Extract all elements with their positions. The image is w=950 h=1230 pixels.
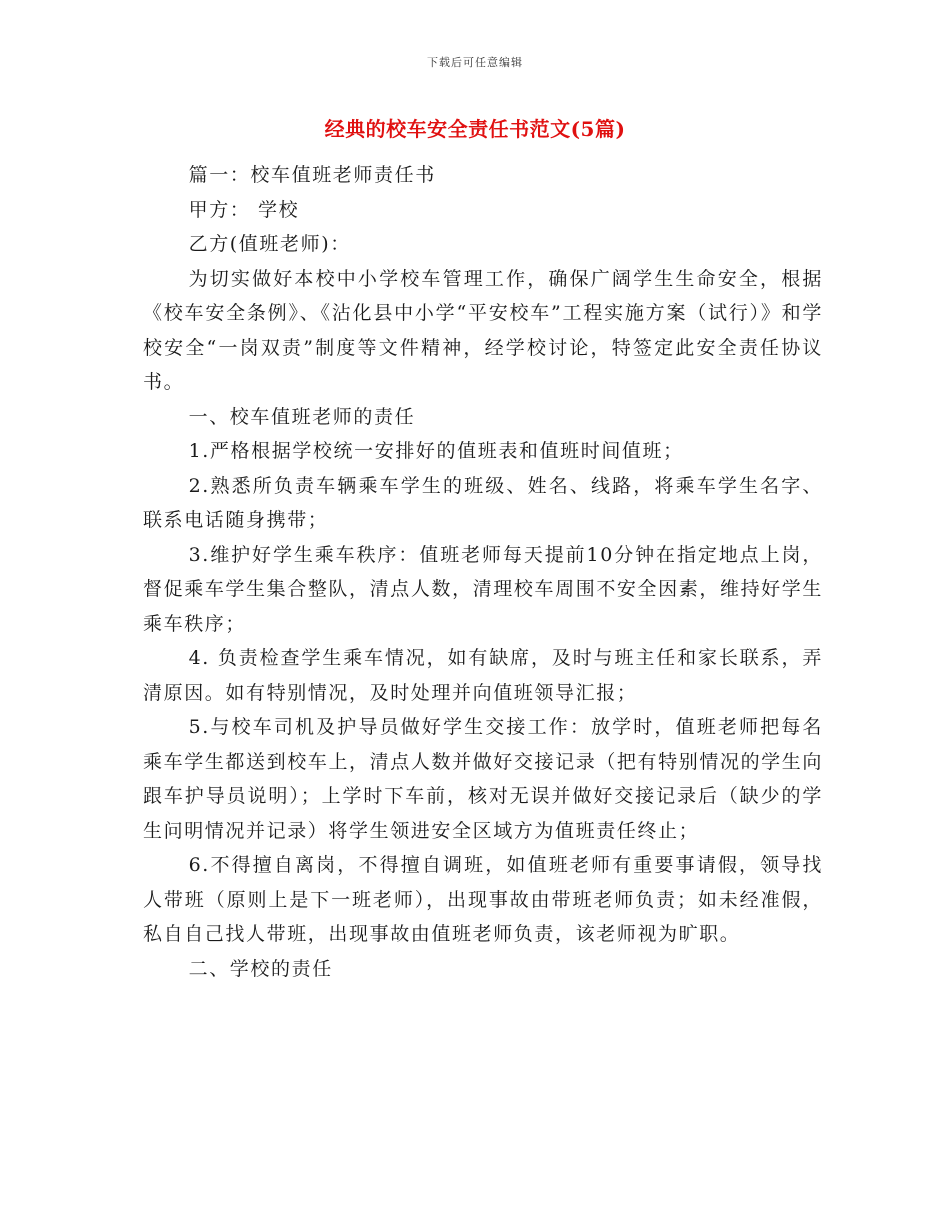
- header-note: 下载后可任意编辑: [427, 56, 523, 69]
- paragraph-section-title: 篇一：校车值班老师责任书: [188, 164, 436, 186]
- paragraph-heading-school-duties: 二、学校的责任: [188, 957, 333, 980]
- paragraph-heading-teacher-duties: 一、校车值班老师的责任: [188, 405, 416, 428]
- paragraph-item-2: 2.熟悉所负责车辆乘车学生的班级、姓名、线路，将乘车学生名字、联系电话随身携带；: [143, 474, 823, 531]
- paragraph-party-b: 乙方(值班老师)：: [188, 233, 351, 255]
- document-body: [143, 158, 823, 986]
- paragraph-item-6: 6.不得擅自离岗，不得擅自调班，如值班老师有重要事请假，领导找人带班（原则上是下一班老师），出现事故由带班老师负责；如未经准假，私自自己找人带班，出现事故由值班老师负责，该老师视为旷职。: [143, 854, 823, 945]
- paragraph-item-1: 1.严格根据学校统一安排好的值班表和值班时间值班；: [188, 440, 684, 462]
- paragraph-item-4: 4. 负责检查学生乘车情况，如有缺席，及时与班主任和家长联系，弄清原因。如有特别情况，及时处理并向值班领导汇报；: [143, 647, 823, 704]
- paragraph-item-3: 3.维护好学生乘车秩序：值班老师每天提前10分钟在指定地点上岗，督促乘车学生集合整队，清点人数，清理校车周围不安全因素，维持好学生乘车秩序；: [143, 543, 823, 635]
- paragraph-party-a: 甲方： 学校: [188, 198, 300, 221]
- paragraph-item-5: 5.与校车司机及护导员做好学生交接工作：放学时，值班老师把每名乘车学生都送到校车上，清点人数并做好交接记录（把有特别情况的学生向跟车护导员说明）；上学时下车前，核对无误并做好交接记录后（缺少的学生问明情况并记录）将学生领进安全区域方为值班责任终止；: [143, 716, 823, 842]
- paragraph-intro: 为切实做好本校中小学校车管理工作，确保广阔学生生命安全，根据《校车安全条例》、《沾化县中小学“平安校车”工程实施方案（试行）》和学校安全“一岗双责”制度等文件精神，经学校讨论，特签定此安全责任协议书。: [143, 267, 823, 393]
- document-title: 经典的校车安全责任书范文(5篇): [324, 117, 626, 141]
